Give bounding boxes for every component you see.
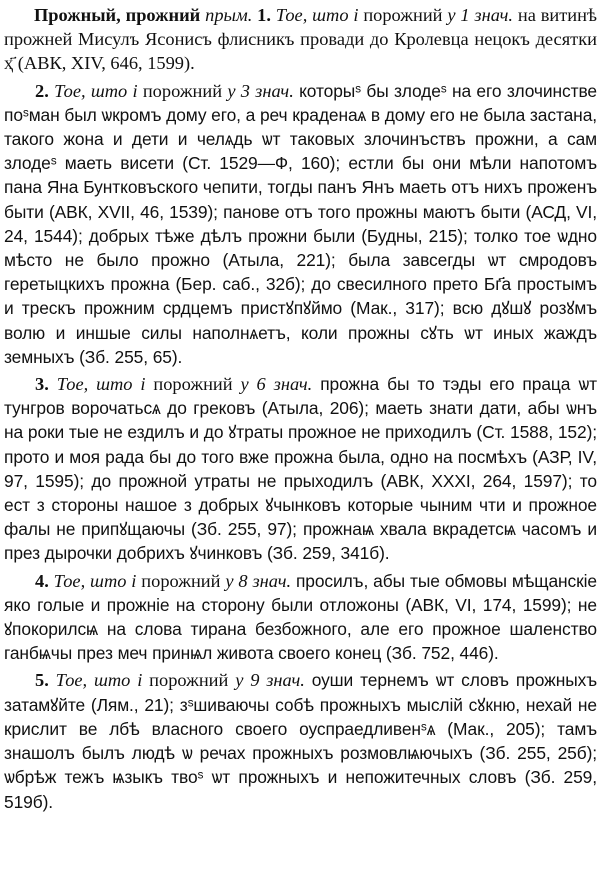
cross-reference-word: порожний: [149, 670, 229, 691]
sense-number: 2.: [35, 80, 49, 101]
citation-text: прожна бы то тэды его праца ѡт тунгров ворочатьсѧ до грековъ (Атыла, 206); маеть знати дати, абы ѡнъ на роки тые не ездилъ и до ꙋтраты прожное не приходилъ (Ст. 1588, 152); прото и моя рада бы до того вже прожна была, одно на посмѣхъ (АЗР, IV, 97, 1595); до прожной утраты не прыходилъ (АВК, XXXI, 264, 1597); то ест з стороны нашое з добрых ꙋчынковъ которые чыним чти и прожное фалы не припꙋщаючы (Зб. 255, 97); прожнаѩ хвала вкрадетсѩ часомъ и през дырочки добрихъ ꙋчинковъ (Зб. 259, 341б).: [4, 374, 597, 564]
sense-gloss: Тое, што і: [53, 570, 137, 591]
sense-gloss: Тое, што і: [55, 670, 143, 691]
citation-text: на витинѣ прожней Мисулъ Ясонисъ флисникъ провади до Кролевца нецокъ десятки ҳ҃ (АВК, XIV, 646, 1599).: [4, 5, 597, 74]
part-of-speech: прым.: [205, 5, 253, 25]
cross-reference-sense: у 3 знач.: [227, 80, 294, 101]
cross-reference-sense: у 6 знач.: [240, 374, 313, 395]
sense-number: 1.: [257, 5, 271, 25]
dictionary-sense-4: [4, 569, 597, 666]
cross-reference-word: порожний: [141, 570, 221, 591]
dictionary-sense-2: [4, 79, 597, 369]
cross-reference-word: порожний: [153, 374, 233, 395]
citation-text: оуши тернемъ ѡт словъ прожныхъ затамꙋйте (Лям., 21); зˢшиваючы собѣ прожныхъ мыслій сꙋкню, нехай не крислит ве лбѣ власного своего оуспраедливенˢѧ (Мак., 205); тамъ знашолъ былъ людѣ ѡ речах прожныхъ розмовлѩючыхъ (Зб. 255, 25б); ѡбрѣж тежъ ѩзыкъ твоˢ ѡт прожныхъ и непожитечных словъ (Зб. 259, 519б).: [4, 670, 597, 812]
cross-reference-sense: у 8 знач.: [225, 570, 292, 591]
sense-number: 5.: [35, 670, 49, 691]
cross-reference-sense: у 9 знач.: [235, 670, 305, 691]
cross-reference-word: порожний: [363, 5, 443, 25]
headword: Прожный, прожний: [34, 5, 201, 25]
dictionary-sense-3: [4, 372, 597, 566]
cross-reference-sense: у 1 знач.: [447, 5, 514, 25]
citation-text: просилъ, абы тые обмовы мѣщанскіе яко голые и прожніе на сторону были отложоны (АВК, VI, 174, 1599); не ꙋпокорилсѩ на слова тирана безбожного, але его прожное шаленство ганбѩчы през меч принѩл живота своего конец (Зб. 752, 446).: [4, 570, 597, 664]
dictionary-entry-sense-1: [4, 3, 597, 76]
citation-text: которыˢ бы злодеˢ на его злочинстве поˢман был ѡкромъ дому его, а реч краденаѧ в дому его не была застана, такого жона и дети и челѧдь ѡт таковых злочинъствъ прожни, а сам злодеˢ маеть висети (Ст. 1529—Ф, 160); естли бы они мѣли напотомъ пана Яна Бунтковъского чепити, тогды панъ Янъ маеть отъ нихъ проженъ быти (АВК, XVII, 46, 1539); панове отъ того прожны маютъ быти (АСД, VI, 24, 1544); добрых тѣже дѣлъ прожни были (Будны, 215); толко тое ѡдно мѣсто не было прожно (Атыла, 221); была завсегды ѡт смродовъ геретыцкихъ прожна (Бер. саб., 32б); до свесилного прето Бг҃а простымъ и трескъ прожним срдцемъ пристꙋпꙋймо (Мак., 317); всю дꙋшꙋ розꙋмъ волю и иншые силы наполнѧетъ, коли прожны сꙋть ѡт иных жаждъ земныхъ (Зб. 255, 65).: [4, 80, 597, 367]
sense-gloss: Тое, што і: [275, 5, 359, 25]
cross-reference-word: порожний: [142, 80, 223, 101]
dictionary-sense-5: [4, 668, 597, 813]
sense-number: 3.: [35, 374, 49, 395]
sense-number: 4.: [35, 570, 49, 591]
sense-gloss: Тое, што і: [54, 80, 138, 101]
sense-gloss: Тое, што і: [56, 374, 146, 395]
